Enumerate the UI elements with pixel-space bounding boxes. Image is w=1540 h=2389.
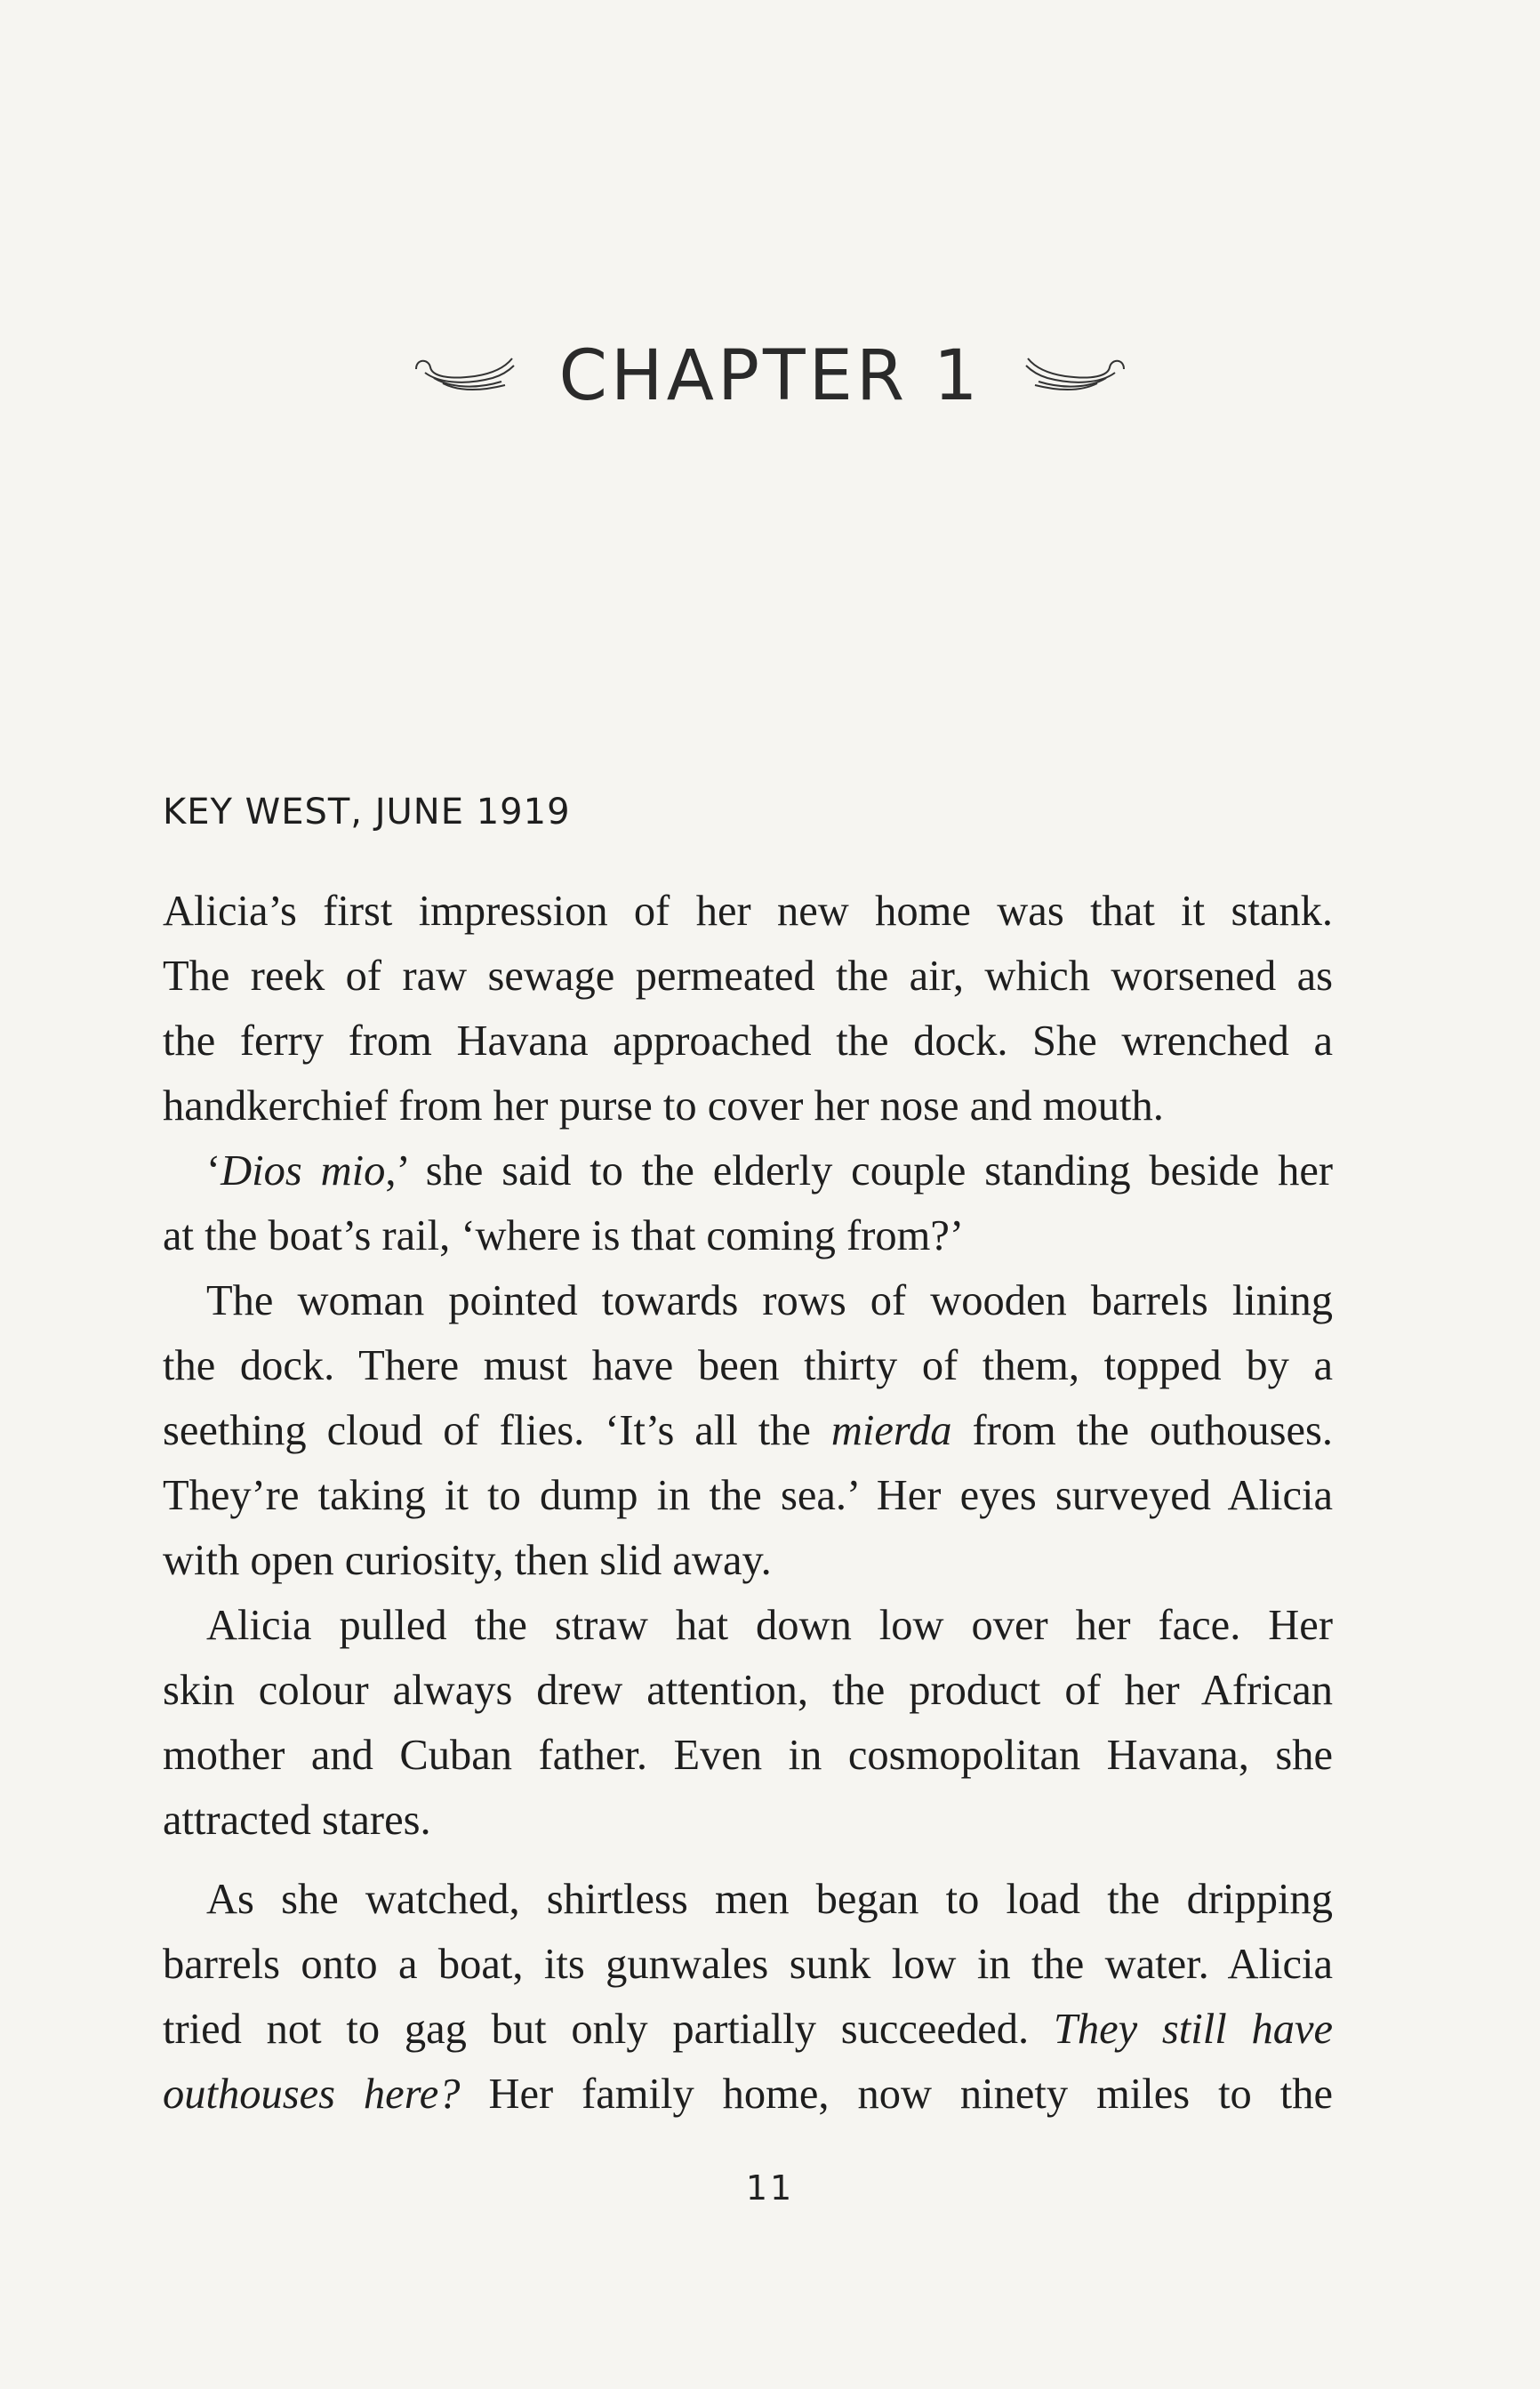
text-line: handkerchief from her purse to cover her nose and mouth. <box>163 1082 1164 1130</box>
paragraph <box>163 1268 1333 1593</box>
text-line: at the boat’s rail, ‘where is that coming from?’ <box>163 1212 964 1259</box>
italic-phrase: mierda <box>830 1407 952 1454</box>
italic-phrase: outhouses here? <box>163 2071 461 2118</box>
italic-phrase: They still have <box>1053 2006 1333 2053</box>
text-line: the dock. There must have been thirty of them, topped by a <box>163 1342 1333 1389</box>
page-number: 11 <box>745 2168 795 2208</box>
text-line: As she watched, shirtless men began to load the dripping <box>206 1876 1333 1923</box>
text-line: Alicia’s first impression of her new home was that it stank. <box>163 888 1333 935</box>
text-line: outhouses here? Her family home, now ninety miles to the <box>163 2071 1333 2118</box>
paragraph <box>163 1138 1333 1268</box>
text-line: the ferry from Havana approached the dock. She wrenched a <box>163 1018 1333 1065</box>
flourish-left-icon <box>413 350 519 403</box>
dateline: KEY WEST, JUNE 1919 <box>163 792 571 833</box>
flourish-right-icon <box>1021 350 1127 403</box>
text-line: mother and Cuban father. Even in cosmopolitan Havana, she <box>163 1732 1333 1779</box>
text-line: seething cloud of flies. ‘It’s all the mierda from the outhouses. <box>163 1407 1333 1454</box>
text-line: attracted stares. <box>163 1797 431 1844</box>
text-line: skin colour always drew attention, the product of her African <box>163 1667 1333 1714</box>
italic-phrase: Dios mio <box>221 1147 386 1194</box>
text-line: ‘Dios mio,’ she said to the elderly couple standing beside her <box>206 1147 1333 1194</box>
chapter-title: CHAPTER 1 <box>558 336 982 416</box>
text-line: with open curiosity, then slid away. <box>163 1537 772 1584</box>
paragraph <box>163 1867 1333 2127</box>
body-text <box>163 879 1333 2127</box>
chapter-heading <box>0 327 1540 425</box>
text-line: Alicia pulled the straw hat down low over her face. Her <box>206 1602 1333 1649</box>
text-line: They’re taking it to dump in the sea.’ Her eyes surveyed Alicia <box>163 1472 1333 1519</box>
paragraph <box>163 1593 1333 1853</box>
text-line: The woman pointed towards rows of wooden barrels lining <box>206 1277 1333 1324</box>
text-line: The reek of raw sewage permeated the air, which worsened as <box>163 953 1333 1000</box>
text-line: tried not to gag but only partially succeeded. They still have <box>163 2006 1333 2053</box>
text-line: barrels onto a boat, its gunwales sunk low in the water. Alicia <box>163 1941 1333 1988</box>
paragraph <box>163 879 1333 1138</box>
